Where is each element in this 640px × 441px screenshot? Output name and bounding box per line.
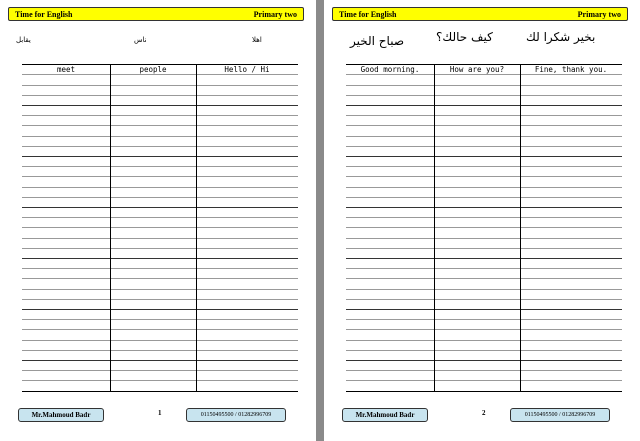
arabic-word: اهلا	[252, 36, 262, 44]
header-grade: Primary two	[253, 9, 297, 19]
column-divider	[434, 65, 435, 391]
page-number: 1	[158, 409, 162, 417]
column-divider	[110, 65, 111, 391]
arabic-word: يقابل	[16, 36, 31, 44]
column-header: meet	[56, 65, 76, 74]
header-title: Time for English	[15, 9, 73, 19]
arabic-word: صباح الخير	[350, 34, 405, 48]
header-title: Time for English	[339, 9, 397, 19]
header-grade: Primary two	[577, 9, 621, 19]
column-header: How are you?	[449, 65, 505, 74]
column-header: people	[139, 65, 167, 74]
worksheet-page-1	[0, 0, 316, 441]
worksheet-page-2	[324, 0, 640, 441]
column-header: Hello / Hi	[224, 65, 270, 74]
arabic-words-row	[336, 30, 624, 46]
arabic-word: بخير شكرا لك	[526, 30, 596, 44]
arabic-word: كيف حالك؟	[436, 30, 493, 44]
arabic-words-row	[12, 36, 300, 52]
column-header: Fine, thank you.	[534, 65, 608, 74]
author-box: Mr.Mahmoud Badr	[18, 408, 104, 422]
writing-grid	[346, 64, 622, 392]
author-box: Mr.Mahmoud Badr	[342, 408, 428, 422]
column-divider	[196, 65, 197, 391]
phone-box: 01150495500 / 01282996709	[510, 408, 610, 422]
page-number: 2	[482, 409, 486, 417]
phone-box: 01150495500 / 01282996709	[186, 408, 286, 422]
column-divider	[520, 65, 521, 391]
arabic-word: ناس	[134, 36, 147, 44]
writing-grid	[22, 64, 298, 392]
column-header: Good morning.	[360, 65, 420, 74]
page-header	[8, 7, 304, 21]
page-header	[332, 7, 628, 21]
